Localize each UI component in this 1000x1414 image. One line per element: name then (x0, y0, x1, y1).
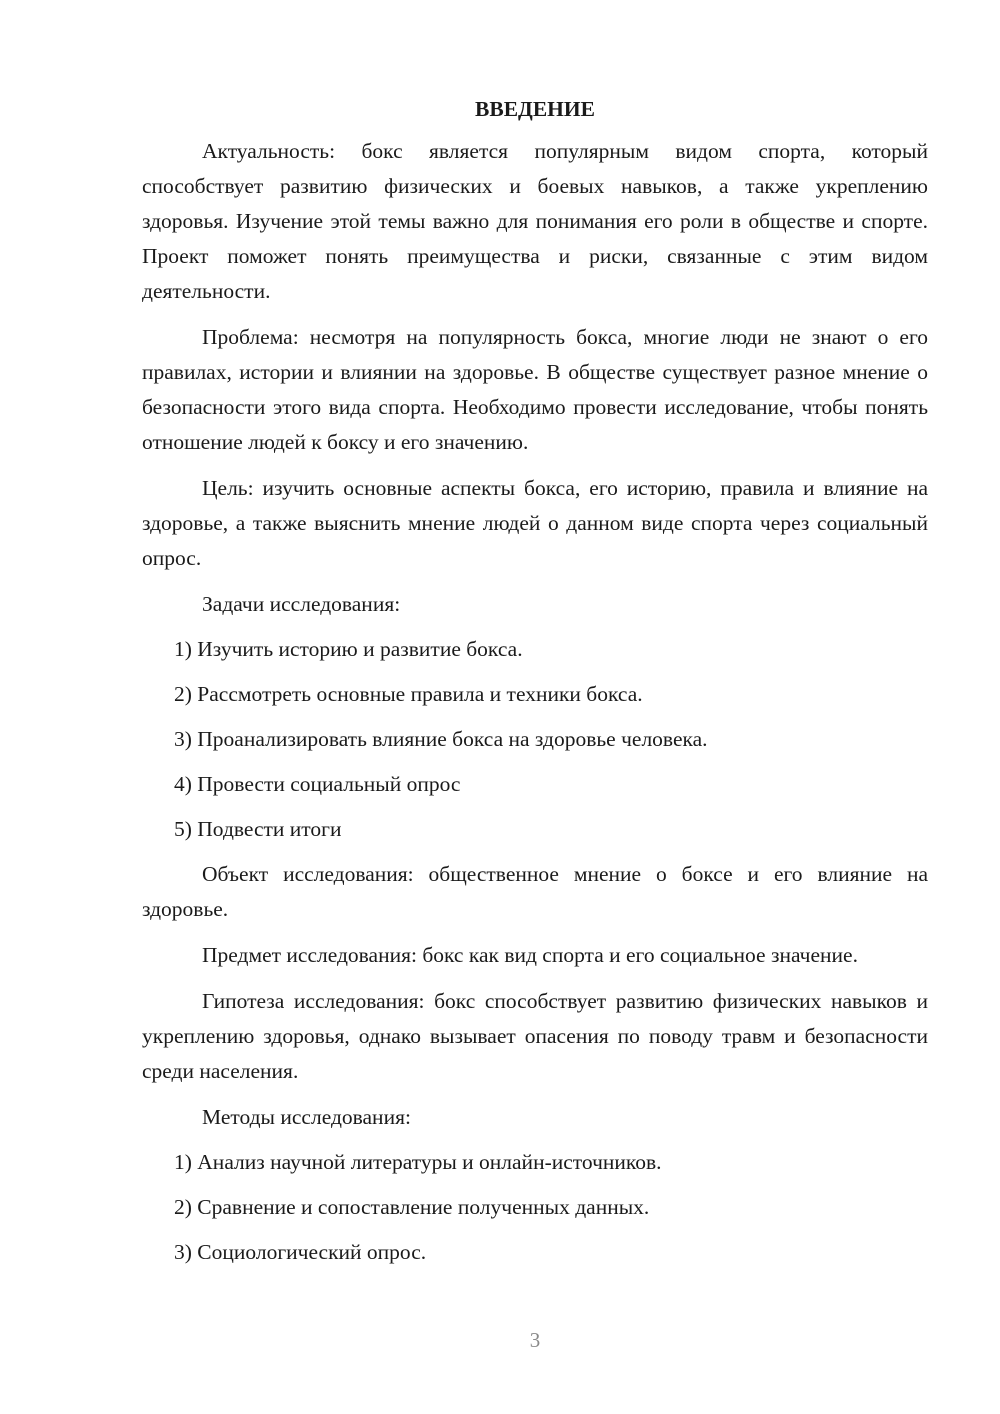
page-number: 3 (529, 1328, 541, 1352)
list-item: 3) Социологический опрос. (174, 1240, 427, 1264)
methods-heading: Методы исследования: (202, 1105, 411, 1129)
tasks-list (142, 632, 928, 847)
list-item: 5) Подвести итоги (174, 817, 342, 841)
relevance-paragraph: Актуальность: бокс является популярным видом спорта, который способствует развитию физических и боевых навыков, а также укреплению здоровья. Изучение этой темы важно для понимания его роли в обществе и спорте. Проект поможет понять преимущества и риски, связанные с этим видом деятельности. (142, 139, 928, 303)
subject-paragraph: Предмет исследования: бокс как вид спорта и его социальное значение. (202, 943, 858, 967)
tasks-heading: Задачи исследования: (202, 592, 401, 616)
list-item: 4) Провести социальный опрос (174, 772, 461, 796)
goal-paragraph: Цель: изучить основные аспекты бокса, его историю, правила и влияние на здоровье, а также выяснить мнение людей о данном виде спорта через социальный опрос. (142, 476, 928, 570)
page-title: ВВЕДЕНИЕ (475, 97, 595, 121)
hypothesis-paragraph: Гипотеза исследования: бокс способствует развитию физических навыков и укреплению здоровья, однако вызывает опасения по поводу травм и безопасности среди населения. (142, 989, 928, 1083)
list-item: 1) Анализ научной литературы и онлайн-источников. (174, 1150, 662, 1174)
methods-list (142, 1145, 928, 1270)
list-item: 3) Проанализировать влияние бокса на здоровье человека. (174, 727, 708, 751)
list-item: 2) Сравнение и сопоставление полученных данных. (174, 1195, 650, 1219)
list-item: 2) Рассмотреть основные правила и техники бокса. (174, 682, 643, 706)
object-paragraph: Объект исследования: общественное мнение о боксе и его влияние на здоровье. (142, 862, 928, 921)
document-page (142, 92, 928, 1280)
problem-paragraph: Проблема: несмотря на популярность бокса, многие люди не знают о его правилах, истории и влиянии на здоровье. В обществе существует разное мнение о безопасности этого вида спорта. Необходимо провести исследование, чтобы понять отношение людей к боксу и его значению. (142, 325, 928, 454)
list-item: 1) Изучить историю и развитие бокса. (174, 637, 523, 661)
